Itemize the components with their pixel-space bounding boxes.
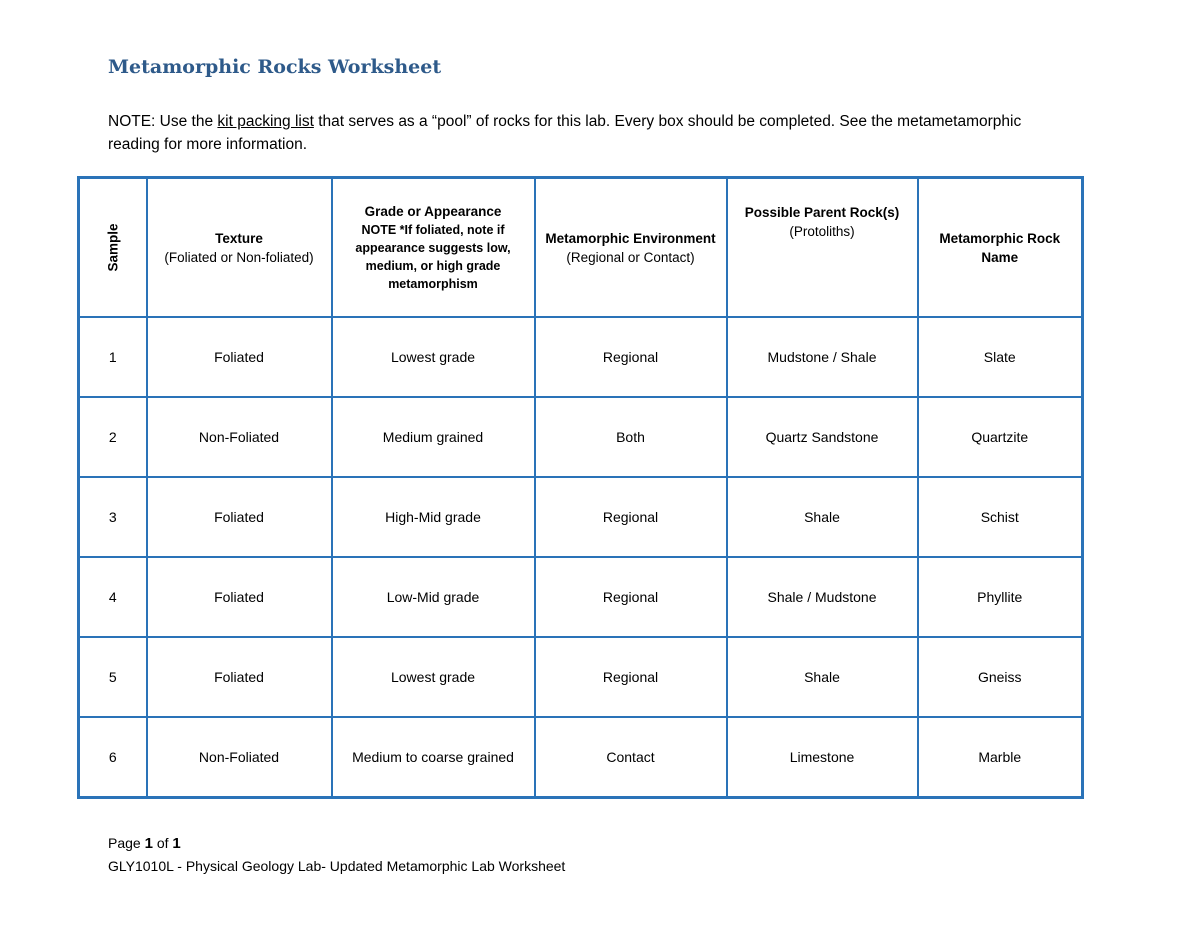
header-rock-name: Metamorphic Rock Name — [918, 178, 1083, 318]
cell-grade[interactable]: Medium to coarse grained — [332, 717, 535, 798]
cell-environment[interactable]: Regional — [535, 557, 727, 637]
header-parent-rock: Possible Parent Rock(s) (Protoliths) — [727, 178, 918, 318]
cell-parent-rock[interactable]: Shale — [727, 477, 918, 557]
page-number: Page 1 of 1 — [108, 835, 181, 852]
cell-environment[interactable]: Regional — [535, 477, 727, 557]
cell-grade[interactable]: High-Mid grade — [332, 477, 535, 557]
cell-environment[interactable]: Both — [535, 397, 727, 477]
cell-rock-name[interactable]: Schist — [918, 477, 1083, 557]
cell-texture[interactable]: Non-Foliated — [147, 397, 332, 477]
worksheet-table — [77, 176, 1084, 799]
cell-grade[interactable]: Low-Mid grade — [332, 557, 535, 637]
note-paragraph — [108, 110, 1068, 156]
header-grade: Grade or Appearance NOTE *If foliated, note if appearance suggests low, medium, or high grade metamorphism — [332, 178, 535, 318]
course-footer: GLY1010L - Physical Geology Lab- Updated Metamorphic Lab Worksheet — [108, 858, 566, 874]
cell-sample: 2 — [79, 397, 147, 477]
cell-parent-rock[interactable]: Quartz Sandstone — [727, 397, 918, 477]
cell-parent-rock[interactable]: Shale / Mudstone — [727, 557, 918, 637]
cell-rock-name[interactable]: Phyllite — [918, 557, 1083, 637]
cell-environment[interactable]: Regional — [535, 317, 727, 397]
cell-parent-rock[interactable]: Limestone — [727, 717, 918, 798]
table-row — [79, 557, 1083, 637]
cell-texture[interactable]: Foliated — [147, 637, 332, 717]
cell-sample: 4 — [79, 557, 147, 637]
cell-texture[interactable]: Non-Foliated — [147, 717, 332, 798]
cell-rock-name[interactable]: Quartzite — [918, 397, 1083, 477]
header-environment: Metamorphic Environment (Regional or Contact) — [535, 178, 727, 318]
header-row — [79, 178, 1083, 318]
table-row — [79, 317, 1083, 397]
page-title: Metamorphic Rocks Worksheet — [108, 56, 442, 78]
note-prefix: NOTE: Use the — [108, 113, 218, 130]
cell-rock-name[interactable]: Slate — [918, 317, 1083, 397]
table-row — [79, 717, 1083, 798]
cell-environment[interactable]: Regional — [535, 637, 727, 717]
cell-texture[interactable]: Foliated — [147, 557, 332, 637]
kit-packing-list-link[interactable]: kit packing list — [217, 113, 314, 130]
cell-sample: 6 — [79, 717, 147, 798]
cell-grade[interactable]: Medium grained — [332, 397, 535, 477]
table-row — [79, 637, 1083, 717]
note-suffix: that serves as a “pool” of rocks for this lab. Every box should be completed. See the metametamorphic reading for more information. — [108, 113, 1022, 153]
cell-sample: 3 — [79, 477, 147, 557]
table-row — [79, 477, 1083, 557]
cell-texture[interactable]: Foliated — [147, 477, 332, 557]
cell-sample: 1 — [79, 317, 147, 397]
cell-grade[interactable]: Lowest grade — [332, 637, 535, 717]
cell-environment[interactable]: Contact — [535, 717, 727, 798]
header-sample: Sample — [79, 178, 147, 318]
table-row — [79, 397, 1083, 477]
header-texture: Texture (Foliated or Non-foliated) — [147, 178, 332, 318]
cell-sample: 5 — [79, 637, 147, 717]
cell-grade[interactable]: Lowest grade — [332, 317, 535, 397]
cell-rock-name[interactable]: Gneiss — [918, 637, 1083, 717]
cell-texture[interactable]: Foliated — [147, 317, 332, 397]
page-footer — [108, 832, 565, 877]
cell-parent-rock[interactable]: Shale — [727, 637, 918, 717]
cell-rock-name[interactable]: Marble — [918, 717, 1083, 798]
cell-parent-rock[interactable]: Mudstone / Shale — [727, 317, 918, 397]
